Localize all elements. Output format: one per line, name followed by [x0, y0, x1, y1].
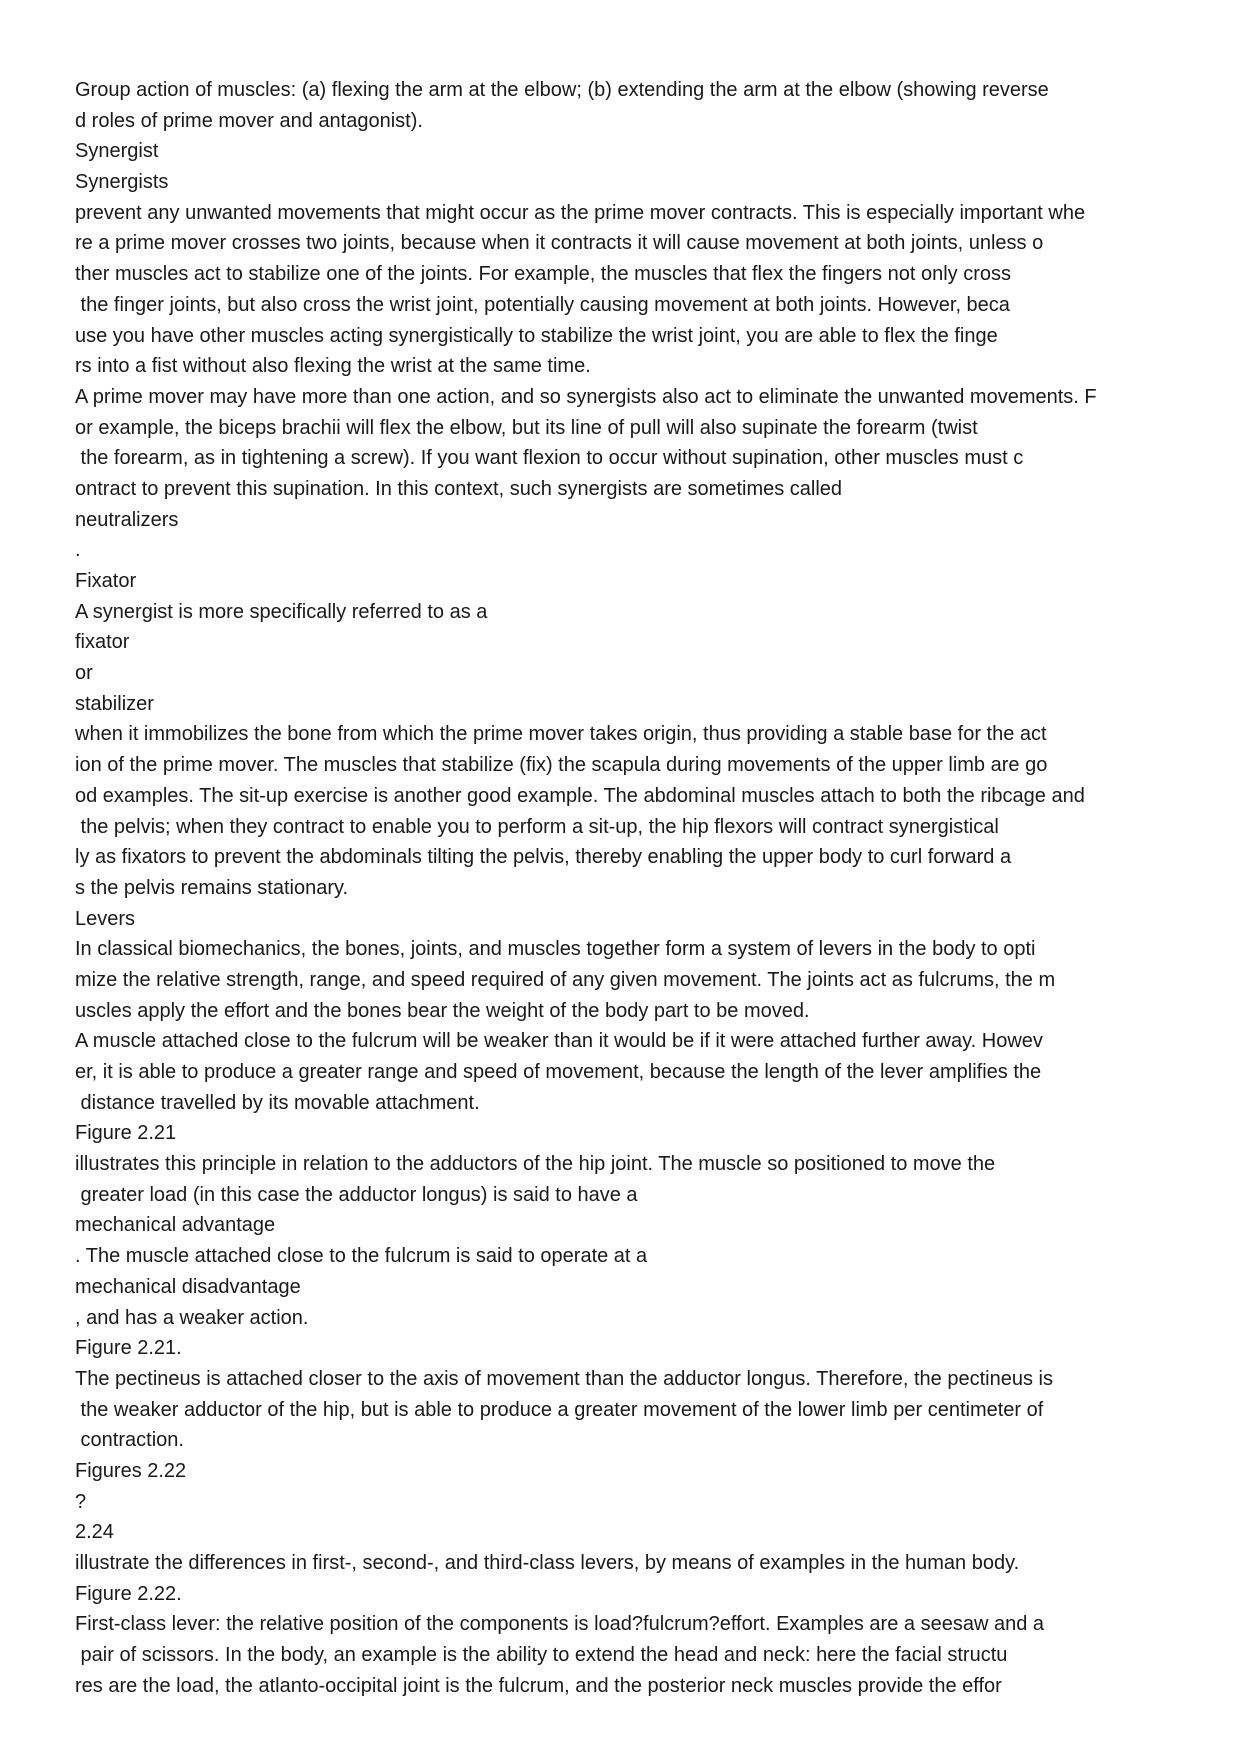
text-line: stabilizer: [75, 692, 154, 715]
text-line: Group action of muscles: (a) flexing the arm at the elbow; (b) extending the arm at the elbow (showing reverse: [75, 79, 1049, 101]
text-line: or: [75, 662, 93, 685]
text-line: , and has a weaker action.: [75, 1306, 309, 1329]
text-line: or example, the biceps brachii will flex the elbow, but its line of pull will also supinate the forearm (twist: [75, 416, 978, 439]
text-line: mize the relative strength, range, and speed required of any given movement. The joints act as fulcrums, the m: [75, 968, 1056, 991]
text-line: re a prime mover crosses two joints, because when it contracts it will cause movement at both joints, unless o: [75, 232, 1044, 255]
text-line: Figure 2.22.: [75, 1582, 182, 1605]
text-line: contraction.: [75, 1429, 184, 1452]
text-line: er, it is able to produce a greater range and speed of movement, because the length of the lever amplifies the: [75, 1061, 1042, 1083]
text-line: uscles apply the effort and the bones bear the weight of the body part to be moved.: [75, 999, 810, 1022]
text-line: Figure 2.21: [75, 1122, 177, 1145]
text-line: mechanical advantage: [75, 1214, 276, 1237]
text-line: ontract to prevent this supination. In this context, such synergists are sometimes called: [75, 477, 843, 500]
text-line: Levers: [75, 907, 136, 930]
text-line: the pelvis; when they contract to enable you to perform a sit-up, the hip flexors will contract synergistical: [75, 815, 999, 838]
text-line: distance travelled by its movable attachment.: [75, 1091, 480, 1114]
document-body: [75, 75, 1225, 1701]
text-line: Figures 2.22: [75, 1459, 187, 1482]
text-line: Figure 2.21.: [75, 1337, 182, 1360]
text-line: ion of the prime mover. The muscles that stabilize (fix) the scapula during movements of the upper limb are go: [75, 754, 1048, 777]
text-line: rs into a fist without also flexing the wrist at the same time.: [75, 355, 591, 378]
text-line: d roles of prime mover and antagonist).: [75, 109, 423, 132]
text-line: res are the load, the atlanto-occipital joint is the fulcrum, and the posterior neck muscles provide the effor: [75, 1674, 1002, 1697]
text-line: neutralizers: [75, 508, 179, 531]
text-line: .: [75, 539, 81, 562]
text-line: illustrate the differences in first-, second-, and third-class levers, by means of examples in the human body.: [75, 1552, 1020, 1574]
text-line: illustrates this principle in relation to the adductors of the hip joint. The muscle so positioned to move the: [75, 1153, 996, 1176]
text-line: Synergist: [75, 140, 159, 163]
text-line: when it immobilizes the bone from which the prime mover takes origin, thus providing a stable base for the act: [75, 723, 1047, 746]
text-line: ly as fixators to prevent the abdominals tilting the pelvis, thereby enabling the upper body to curl forward a: [75, 846, 1012, 869]
text-line: Fixator: [75, 570, 137, 592]
text-line: A prime mover may have more than one action, and so synergists also act to eliminate the unwanted movements. F: [75, 385, 1097, 408]
text-line: the forearm, as in tightening a screw). If you want flexion to occur without supination, other muscles must c: [75, 447, 1024, 470]
text-line: od examples. The sit-up exercise is another good example. The abdominal muscles attach to both the ribcage and: [75, 784, 1085, 807]
text-line: Synergists: [75, 171, 169, 194]
text-line: ther muscles act to stabilize one of the joints. For example, the muscles that flex the fingers not only cross: [75, 263, 1011, 286]
text-line: greater load (in this case the adductor longus) is said to have a: [75, 1183, 638, 1206]
text-line: the weaker adductor of the hip, but is able to produce a greater movement of the lower limb per centimeter of: [75, 1398, 1044, 1421]
text-line: A synergist is more specifically referred to as a: [75, 600, 488, 623]
text-line: In classical biomechanics, the bones, joints, and muscles together form a system of levers in the body to opti: [75, 938, 1036, 961]
text-line: pair of scissors. In the body, an example is the ability to extend the head and neck: here the facial structu: [75, 1644, 1008, 1667]
text-line: the finger joints, but also cross the wrist joint, potentially causing movement at both joints. However, beca: [75, 293, 1010, 316]
text-line: mechanical disadvantage: [75, 1275, 301, 1298]
text-line: fixator: [75, 631, 130, 654]
text-line: use you have other muscles acting synergistically to stabilize the wrist joint, you are able to flex the finge: [75, 324, 998, 347]
text-line: . The muscle attached close to the fulcrum is said to operate at a: [75, 1245, 648, 1268]
text-line: The pectineus is attached closer to the axis of movement than the adductor longus. Therefore, the pectineus is: [75, 1367, 1053, 1390]
text-line: A muscle attached close to the fulcrum will be weaker than it would be if it were attached further away. Howev: [75, 1030, 1043, 1053]
text-line: 2.24: [75, 1521, 114, 1544]
text-line: prevent any unwanted movements that might occur as the prime mover contracts. This is especially important whe: [75, 201, 1086, 224]
text-line: First-class lever: the relative position of the components is load?fulcrum?effort. Examples are a seesaw and a: [75, 1613, 1044, 1636]
text-line: s the pelvis remains stationary.: [75, 876, 349, 899]
text-line: ?: [75, 1490, 87, 1513]
